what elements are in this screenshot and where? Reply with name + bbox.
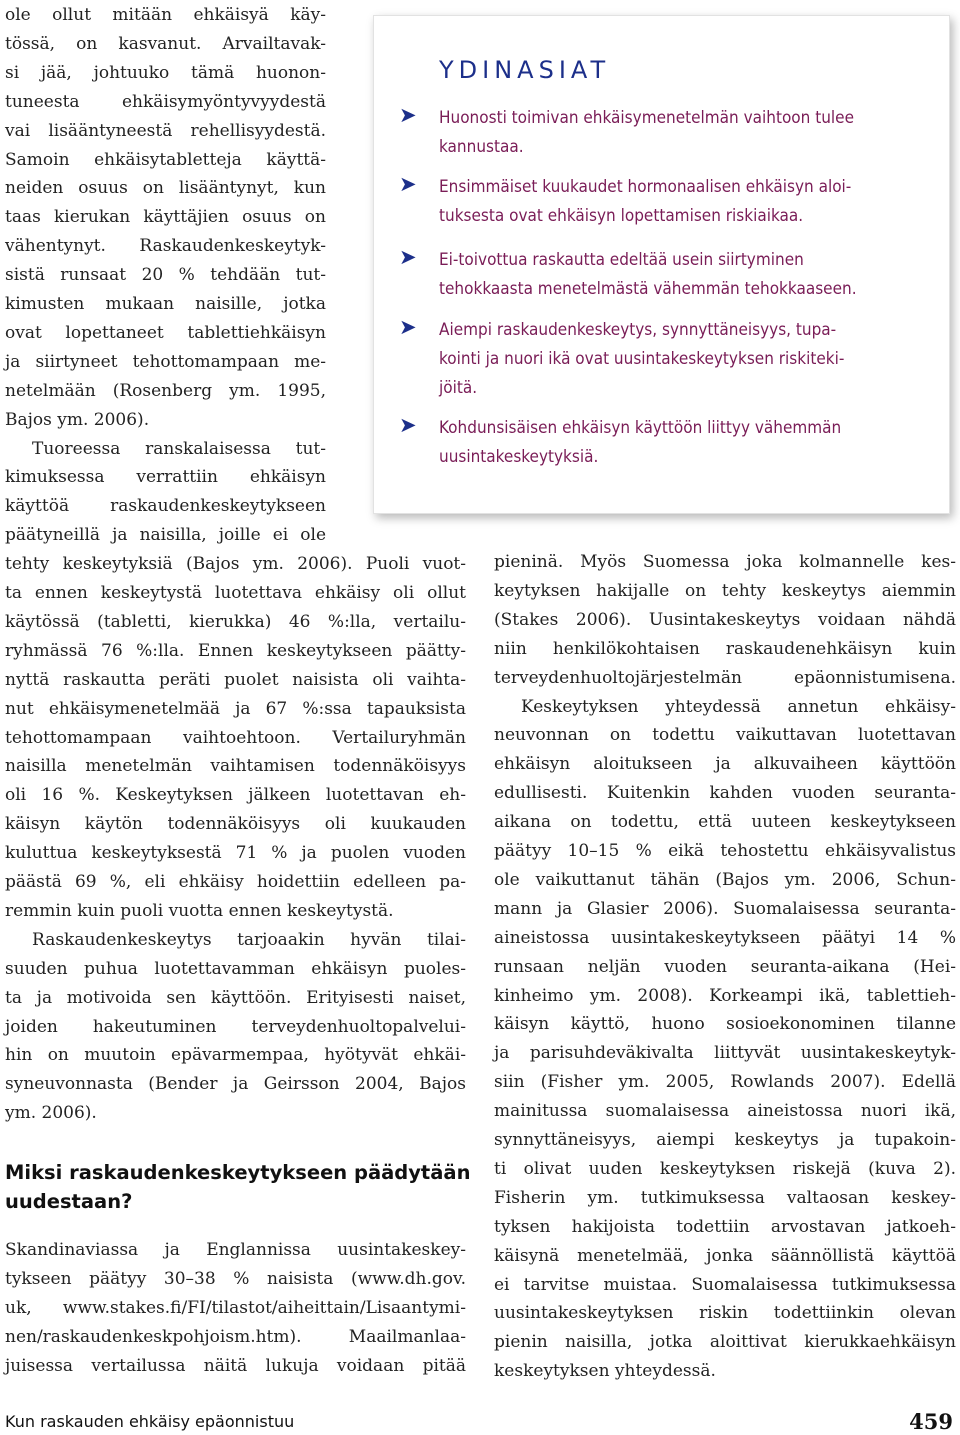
body-text-line: pienin naisilla, jotka aloittivat kierukkaehkäisyn <box>494 1332 956 1353</box>
body-text-line: hin on muutoin epävarmempaa, hyötyvät ehkäi- <box>5 1045 466 1066</box>
key-point-line: Aiempi raskaudenkeskeytys, synnyttäneisyys, tupa- <box>439 320 837 340</box>
key-point-line: Kohdunsisäisen ehkäisyn käyttöön liittyy vähemmän <box>439 418 842 438</box>
page-number: 459 <box>909 1409 953 1434</box>
body-text-line: tehty keskeytyksiä (Bajos ym. 2006). Puoli vuot- <box>5 554 466 575</box>
body-text-line: kimuksessa verrattiin ehkäisyn <box>5 467 326 488</box>
body-text-line: Keskeytyksen yhteydessä annetun ehkäisy- <box>521 696 956 717</box>
key-point-line: Ei-toivottua raskautta edeltää usein siirtyminen <box>439 250 804 270</box>
body-text-line: kinheimo ym. 2008). Korkeampi ikä, tablettieh- <box>494 985 956 1006</box>
body-text-line: Samoin ehkäisytabletteja käyttä- <box>5 149 326 170</box>
running-title: Kun raskauden ehkäisy epäonnistuu <box>5 1412 295 1431</box>
body-text-line: syneuvonnasta (Bender ja Geirsson 2004, Bajos <box>5 1074 466 1095</box>
key-points-title: YDINASIAT <box>439 56 611 84</box>
body-text-line: uusintakeskeytyksen riskin todettiinkin olevan <box>494 1303 956 1324</box>
body-text-line: ta ennen keskeytystä luotettava ehkäisy oli ollut <box>5 583 466 603</box>
body-text-line: ehkäisyn aloitukseen ja alkuvaiheen käyttöön <box>494 754 956 775</box>
body-text-line: ja parisuhdeväkivalta liittyvät uusintakeskeytyk- <box>494 1043 956 1064</box>
body-text-line: neiden osuus on lisääntynyt, kun <box>5 178 326 199</box>
body-text-line: ole vaikuttanut tähän (Bajos ym. 2006, Schun- <box>494 869 956 890</box>
body-text-line: tyksen hakijoista todettiin arvostavan jatkoeh- <box>494 1216 956 1237</box>
key-point-line: kannustaa. <box>439 137 524 157</box>
body-text-line: käisyn käyttö, huono sosioekonominen tilanne <box>494 1014 956 1035</box>
body-text-line: joiden hakeutuminen terveydenhuoltopalvelui- <box>5 1016 466 1037</box>
body-text-line: päätyneillä ja naisilla, joille ei ole <box>5 525 326 546</box>
key-point-line: jöitä. <box>439 378 478 398</box>
body-text-line: (Stakes 2006). Uusintakeskeytys voidaan nähdä <box>494 609 956 630</box>
arrow-bullet-icon: ➤ <box>399 245 417 269</box>
arrow-bullet-icon: ➤ <box>399 103 417 127</box>
body-text-line: päästä 69 %, eli ehkäisy hoidettiin edelleen pa- <box>5 872 466 892</box>
body-text-line: aikana on todettu, että uuteen keskeytykseen <box>494 812 956 833</box>
body-text-line: Skandinaviassa ja Englannissa uusintakeskey- <box>5 1240 466 1260</box>
body-text-line: kuluttua keskeytyksestä 71 % ja puolen vuoden <box>5 843 466 864</box>
body-text-line: pieninä. Myös Suomessa joka kolmannelle kes- <box>494 552 956 572</box>
body-text-line: sistä runsaat 20 % tehdään tut- <box>5 265 326 286</box>
body-text-line: keskeytyksen yhteydessä. <box>494 1361 716 1382</box>
key-point-line: uusintakeskeytyksiä. <box>439 447 599 467</box>
body-text-line: Raskaudenkeskeytys tarjoaakin hyvän tilai- <box>32 929 466 950</box>
body-text-line: kimusten mukaan naisille, jotka <box>5 294 326 314</box>
body-text-line: juisessa vertailussa näitä lukuja voidaan pitää <box>5 1355 466 1376</box>
body-text-line: si jää, johtuuko tämä huonon- <box>5 62 326 83</box>
body-text-line: Bajos ym. 2006). <box>5 409 150 430</box>
body-text-line: ym. 2006). <box>5 1103 97 1124</box>
body-text-line: oli 16 %. Keskeytyksen jälkeen luotettavan eh- <box>5 785 466 806</box>
key-point-line: Huonosti toimivan ehkäisymenetelmän vaihtoon tulee <box>439 108 854 128</box>
body-text-line: aineistossa uusintakeskeytykseen päätyi 14 % <box>494 927 956 948</box>
body-text-line: tehottomampaan vaihtoehtoon. Vertailuryhmän <box>5 727 466 748</box>
body-text-line: päätyy 10–15 % eikä tehostettu ehkäisyvalistus <box>494 841 956 861</box>
body-text-line: käisyn käytön todennäköisyys oli kuukauden <box>5 814 466 835</box>
arrow-bullet-icon: ➤ <box>399 315 417 339</box>
key-point-line: tehokkaasta menetelmästä vähemmän tehokkaaseen. <box>439 279 857 299</box>
body-text-line: vähentynyt. Raskaudenkeskeytyk- <box>5 236 326 257</box>
body-text-line: ryhmässä 76 %:lla. Ennen keskeytykseen päätty- <box>5 640 466 661</box>
body-text-line: terveydenhuoltojärjestelmän epäonnistumisena. <box>494 667 956 688</box>
body-text-line: siin (Fisher ym. 2005, Rowlands 2007). Edellä <box>494 1072 956 1093</box>
key-point-line: kointi ja nuori ikä ovat uusintakeskeytyksen riskiteki- <box>439 349 845 369</box>
body-text-line: käyttöä raskaudenkeskeytykseen <box>5 496 326 517</box>
body-text-line: ti olivat uuden keskeytyksen riskejä (kuva 2). <box>494 1158 956 1179</box>
body-text-line: netelmään (Rosenberg ym. 1995, <box>5 380 326 401</box>
body-text-line: keytyksen hakijalle on tehty keskeytys aiemmin <box>494 580 956 601</box>
body-text-line: ole ollut mitään ehkäisyä käy- <box>5 5 326 25</box>
body-text-line: käisynä menetelmää, jonka säännöllistä käyttöä <box>494 1245 956 1266</box>
body-text-line: taas kierukan käyttäjien osuus on <box>5 207 326 228</box>
body-text-line: mann ja Glasier 2006). Suomalaisessa seuranta- <box>494 898 956 919</box>
key-point-line: Ensimmäiset kuukaudet hormonaalisen ehkäisyn aloi- <box>439 177 852 197</box>
body-text-line: ja siirtyneet tehottomampaan me- <box>5 351 326 372</box>
key-point-line: tuksesta ovat ehkäisyn lopettamisen riskiaikaa. <box>439 206 804 226</box>
arrow-bullet-icon: ➤ <box>399 413 417 437</box>
body-text-line: uk, www.stakes.fi/FI/tilastot/aiheittain/Lisaantymi- <box>5 1297 466 1318</box>
body-text-line: runsaan neljän vuoden seuranta-aikana (Hei- <box>494 956 956 977</box>
body-text-line: nen/raskaudenkeskpohjoism.htm). Maailmanlaa- <box>5 1326 466 1347</box>
body-text-line: vai lisääntyneestä rehellisyydestä. <box>5 120 326 141</box>
section-heading-line: uudestaan? <box>5 1190 133 1213</box>
body-text-line: synnyttäneisyys, aiempi keskeytys ja tupakoin- <box>494 1130 956 1150</box>
body-text-line: remmin kuin puoli vuotta ennen keskeytystä. <box>5 900 394 921</box>
body-text-line: ei tarvitse muistaa. Suomalaisessa tutkimuksessa <box>494 1274 956 1295</box>
body-text-line: Fisherin ym. tutkimuksessa valtaosan keskey- <box>494 1187 956 1208</box>
body-text-line: suuden puhua luotettavamman ehkäisyn puoles- <box>5 958 466 979</box>
body-text-line: nut ehkäisymenetelmää ja 67 %:ssa tapauksista <box>5 698 466 719</box>
body-text-line: ta ja motivoida sen käyttöön. Erityisesti naiset, <box>5 987 466 1008</box>
body-text-line: neuvonnan on todettu vaikuttavan luotettavan <box>494 725 956 746</box>
body-text-line: edullisesti. Kuitenkin kahden vuoden seuranta- <box>494 783 956 804</box>
body-text-line: ovat lopettaneet tablettiehkäisyn <box>5 322 326 343</box>
body-text-line: tykseen päätyy 30–38 % naisista (www.dh.gov. <box>5 1268 466 1289</box>
body-text-line: käytössä (tabletti, kierukka) 46 %:lla, vertailu- <box>5 611 466 632</box>
body-text-line: mainitussa suomalaisessa aineistossa nuori ikä, <box>494 1101 956 1122</box>
body-text-line: Tuoreessa ranskalaisessa tut- <box>32 438 326 459</box>
section-heading-line: Miksi raskaudenkeskeytykseen päädytään <box>5 1161 471 1184</box>
arrow-bullet-icon: ➤ <box>399 172 417 196</box>
body-text-line: nyttä raskautta peräti puolet naisista oli vaihta- <box>5 669 466 690</box>
body-text-line: naisilla menetelmän vaihtamisen todennäköisyys <box>5 756 466 777</box>
body-text-line: niin henkilökohtaisen raskaudenehkäisyn kuin <box>494 638 956 659</box>
body-text-line: tuneesta ehkäisymyöntyvyydestä <box>5 91 326 112</box>
body-text-line: tössä, on kasvanut. Arvailtavak- <box>5 33 326 54</box>
